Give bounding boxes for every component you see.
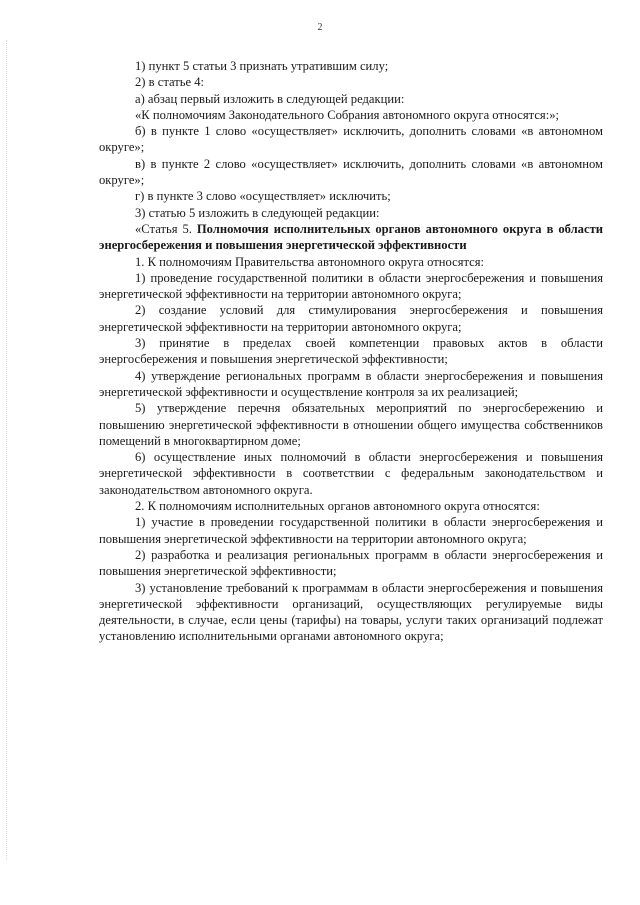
scan-edge-marks — [6, 40, 9, 860]
paragraph-item-1: 1) пункт 5 статьи 3 признать утратившим силу; — [135, 59, 389, 73]
section2-heading: 2. К полномочиям исполнительных органов автономного округа относятся: — [135, 499, 540, 514]
section1-item-1: 1) проведение государственной политики в области энергосбережения и повышения энергетической эффективности на территории автономного округа; — [99, 270, 603, 302]
page-number: 2 — [317, 22, 323, 33]
paragraph-item-2b: б) в пункте 1 слово «осуществляет» исключить, дополнить словами «в автономном округе»; — [99, 124, 603, 155]
section1-item-5: 5) утверждение перечня обязательных мероприятий по энергосбережению и повышению энергетической эффективности в отношении общего имущества собственников помещений в многоквартирном доме; — [99, 401, 603, 448]
section2-item-3: 3) установление требований к программам в области энергосбережения и повышения энергетической эффективности организаций, осуществляющих регулируемые виды деятельности, в случае, если цены (тарифы) на товары, услуги таких организаций подлежат установлению исполнительными органами автономного округа; — [99, 580, 603, 644]
paragraph-item-2: 2) в статье 4: — [135, 75, 205, 90]
section1-item-2: 2) создание условий для стимулирования энергосбережения и повышения энергетической эффективности на территории автономного округа; — [99, 303, 603, 334]
paragraph-item-2a: а) абзац первый изложить в следующей редакции: — [135, 91, 405, 106]
section2-item-1: 1) участие в проведении государственной политики в области энергосбережения и повышения энергетической эффективности на территории автономного округа; — [99, 515, 603, 546]
paragraph-item-2g: г) в пункте 3 слово «осуществляет» исключить; — [135, 189, 391, 204]
section2-item-2: 2) разработка и реализация региональных программ в области энергосбережения и повышения энергетической эффективности; — [99, 547, 603, 579]
section1-item-3: 3) принятие в пределах своей компетенции правовых актов в области энергосбережения и повышения энергетической эффективности; — [99, 336, 603, 367]
paragraph-item-2v: в) в пункте 2 слово «осуществляет» исключить, дополнить словами «в автономном округе»; — [99, 156, 603, 188]
section1-item-6: 6) осуществление иных полномочий в области энергосбережения и повышения энергетической эффективности в соответствии с федеральным законодательством и законодательством автономного округа. — [99, 450, 603, 497]
article-title: Полномочия исполнительных органов автономного округа в области энергосбережения и повышения энергетической эффективности — [99, 221, 604, 253]
paragraph-item-3: 3) статью 5 изложить в следующей редакции: — [135, 205, 380, 220]
article-heading — [99, 221, 603, 254]
article-prefix: «Статья 5. — [135, 221, 197, 236]
document-body — [99, 58, 603, 645]
section1-heading: 1. К полномочиям Правительства автономного округа относятся: — [135, 254, 485, 269]
section1-item-4: 4) утверждение региональных программ в области энергосбережения и повышения энергетической эффективности и осуществление контроля за их реализацией; — [99, 368, 603, 399]
paragraph-quote-1: «К полномочиям Законодательного Собрания автономного округа относятся:»; — [135, 107, 560, 122]
